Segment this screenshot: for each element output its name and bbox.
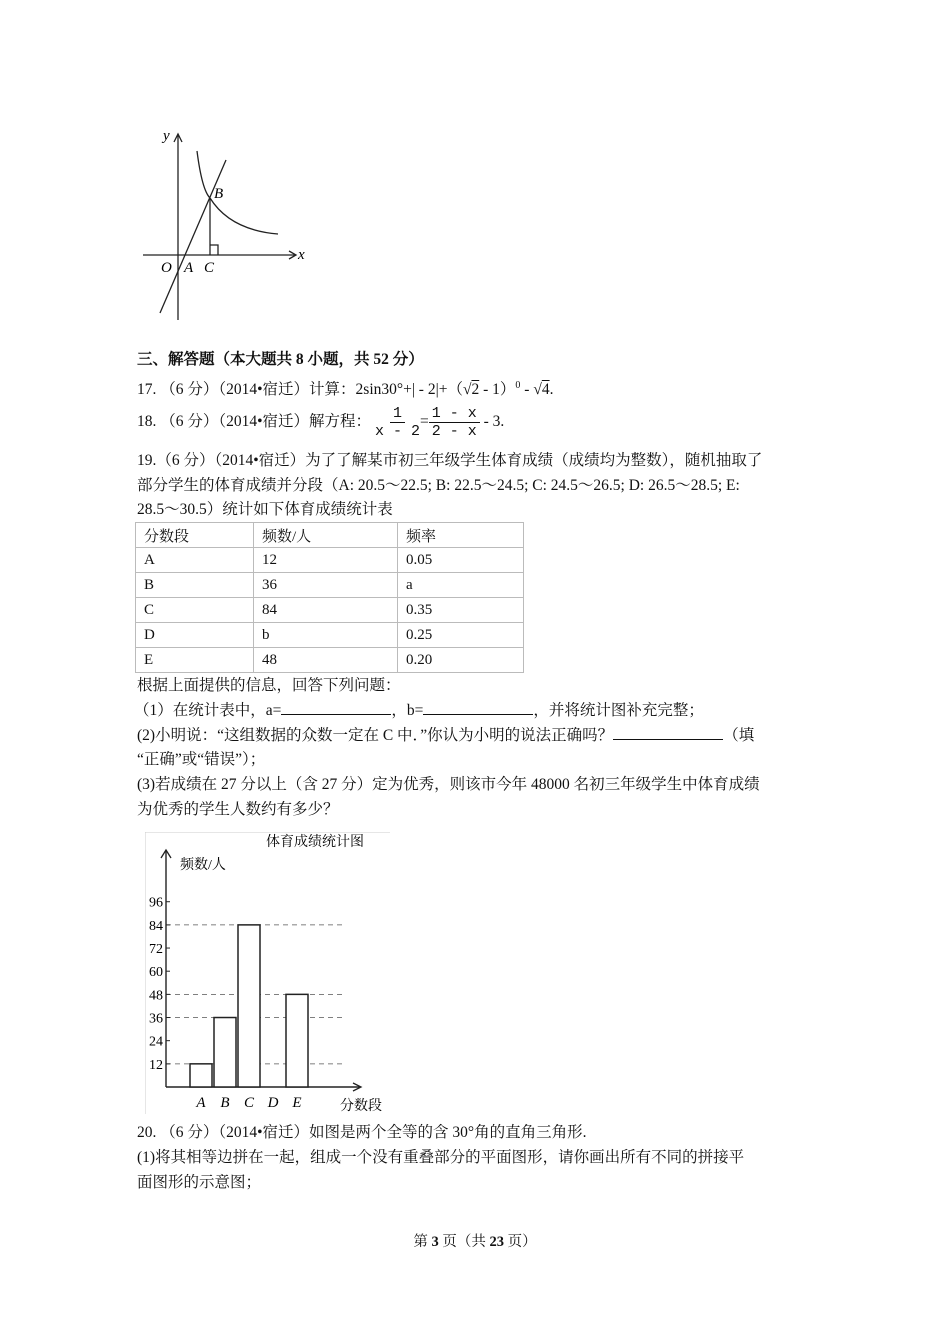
- x-tick-label: C: [243, 1095, 255, 1111]
- bar-A: [190, 1064, 212, 1087]
- x-tick-label: E: [292, 1095, 302, 1111]
- y-tick-label: 84: [149, 918, 163, 934]
- q17-minus: -: [520, 381, 534, 399]
- q19-part-3-cont: 为优秀的学生人数约有多少？: [137, 801, 339, 818]
- q20-line-2: (1)将其相等边拼在一起，组成一个没有重叠部分的平面图形，请你画出所有不同的拼接平: [137, 1149, 745, 1166]
- function-graph-figure: [130, 120, 330, 330]
- hyperbola-curve: [197, 151, 278, 234]
- right-angle-mark: [210, 245, 218, 255]
- line-ab: [160, 160, 226, 313]
- q18-text: 18. （6 分）（2014•宿迁）解方程：: [137, 413, 372, 430]
- table-cell: C: [136, 598, 254, 623]
- p1-text-a: （1）在统计表中，a=: [134, 702, 282, 719]
- table-row: [136, 573, 524, 598]
- q19-intro: 根据上面提供的信息，回答下列问题：: [137, 677, 401, 694]
- question-17: [137, 376, 553, 400]
- q20-line-3: 面图形的示意图；: [137, 1174, 262, 1191]
- q17-mid: - 1）: [479, 381, 516, 399]
- table-row: [136, 598, 524, 623]
- y-tick-label: 72: [149, 942, 163, 958]
- footer-text: 页）: [504, 1234, 537, 1250]
- bar-B: [214, 1018, 236, 1087]
- table-cell: B: [136, 573, 254, 598]
- section-heading: 三、解答题（本大题共 8 小题，共 52 分）: [137, 351, 424, 368]
- label-x: x: [298, 247, 305, 263]
- page-number: 3: [431, 1234, 439, 1250]
- label-b: B: [214, 186, 224, 202]
- chart-title: 体育成绩统计图: [266, 835, 364, 850]
- bar-E: [286, 994, 308, 1087]
- label-y: y: [163, 128, 170, 144]
- fraction-2-denominator: 2 - x: [431, 422, 477, 440]
- q19-line-2: 部分学生的体育成绩并分段（A: 20.5～22.5; B: 22.5～24.5; C: 24.5～26.5; D: 26.5～28.5; E:: [137, 477, 740, 494]
- q19-line-3: 28.5～30.5）统计如下体育成绩统计表: [137, 501, 393, 518]
- table-row: [136, 548, 524, 573]
- q19-part-3: (3)若成绩在 27 分以上（含 27 分）定为优秀，则该市今年 48000 名初三年级学生中体育成绩: [137, 776, 760, 793]
- sqrt-icon: √: [533, 381, 542, 399]
- fraction-1-numerator: 1: [390, 405, 405, 423]
- total-pages: 23: [489, 1234, 504, 1250]
- table-header: 频数/人: [254, 523, 398, 548]
- label-a: A: [184, 260, 194, 276]
- q20-line-1: 20. （6 分）（2014•宿迁）如图是两个全等的含 30°角的直角三角形.: [137, 1124, 587, 1141]
- fraction-1-denominator: x - 2: [374, 422, 420, 440]
- score-statistics-table: [135, 522, 524, 673]
- fraction-2-numerator: 1 - x: [429, 405, 480, 423]
- footer-text: 第: [413, 1234, 432, 1250]
- fraction-1: [375, 405, 420, 440]
- table-cell: b: [254, 623, 398, 648]
- p2-text-a: (2)小明说：“这组数据的众数一定在 C 中．”你认为小明的说法正确吗？: [137, 727, 614, 744]
- table-cell: 0.20: [398, 648, 524, 673]
- q19-line-1: 19.（6 分）（2014•宿迁）为了了解某市初三年级学生体育成绩（成绩均为整数），随机抽取了: [137, 452, 763, 469]
- label-c: C: [204, 260, 215, 276]
- table-cell: A: [136, 548, 254, 573]
- q18-end: - 3.: [479, 413, 505, 430]
- x-tick-label: A: [196, 1095, 206, 1111]
- q17-sqrt2: 2: [471, 381, 480, 399]
- table-header: 频率: [398, 523, 524, 548]
- page-footer: [0, 1230, 950, 1251]
- table-cell: 0.05: [398, 548, 524, 573]
- x-tick-label: B: [220, 1095, 230, 1111]
- y-tick-label: 48: [149, 988, 163, 1004]
- table-cell: 0.35: [398, 598, 524, 623]
- footer-text: 页（共: [438, 1234, 490, 1250]
- label-o: O: [161, 260, 172, 276]
- table-cell: 84: [254, 598, 398, 623]
- y-tick-label: 60: [149, 965, 163, 981]
- table-header: 分数段: [136, 523, 254, 548]
- answer-blank-b[interactable]: [423, 700, 533, 715]
- table-header-row: [136, 523, 524, 548]
- q18-equals: =: [419, 413, 429, 430]
- table-cell: 36: [254, 573, 398, 598]
- score-histogram: [145, 832, 390, 1114]
- p2-text-b: （填: [723, 727, 755, 744]
- table-cell: 48: [254, 648, 398, 673]
- q19-part-2-cont: “正确”或“错误”）；: [137, 751, 266, 768]
- question-18: [137, 402, 504, 442]
- p1-text-c: ，并将统计图补充完整；: [533, 702, 704, 719]
- q17-exponent: 0: [515, 380, 521, 391]
- q17-end: .: [549, 381, 554, 399]
- q19-part-2: [137, 725, 754, 746]
- table-cell: D: [136, 623, 254, 648]
- q17-text: 17. （6 分）（2014•宿迁）计算：2sin30°+| - 2|+（: [137, 381, 463, 399]
- table-cell: 0.25: [398, 623, 524, 648]
- y-tick-label: 96: [149, 895, 163, 911]
- y-axis-label: 频数/人: [180, 858, 226, 873]
- table-row: [136, 648, 524, 673]
- table-cell: 12: [254, 548, 398, 573]
- fraction-2: [429, 405, 480, 440]
- p1-text-b: ，b=: [391, 702, 424, 719]
- bar-C: [238, 925, 260, 1087]
- table-cell: a: [398, 573, 524, 598]
- y-tick-label: 24: [149, 1034, 163, 1050]
- q19-part-1: [134, 700, 704, 721]
- sqrt-icon: √: [462, 381, 472, 399]
- table-cell: E: [136, 648, 254, 673]
- y-tick-label: 36: [149, 1011, 163, 1027]
- y-tick-label: 12: [149, 1057, 163, 1073]
- x-axis-label: 分数段: [340, 1099, 382, 1114]
- table-row: [136, 623, 524, 648]
- answer-blank-a[interactable]: [281, 700, 391, 715]
- answer-blank-2[interactable]: [613, 725, 723, 740]
- x-tick-label: D: [267, 1095, 279, 1111]
- q17-sqrt4: 4: [541, 381, 550, 399]
